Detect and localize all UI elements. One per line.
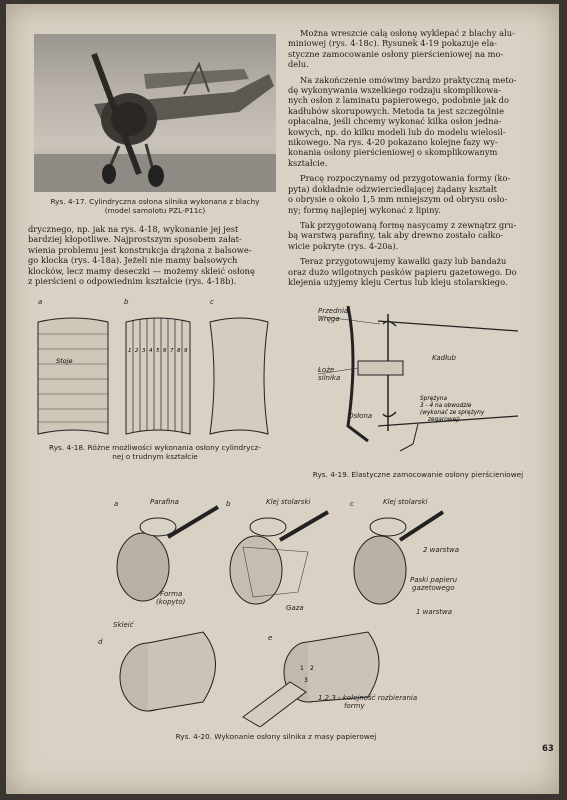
- label-oslona: Osłona: [348, 412, 373, 420]
- ring-number: 1: [128, 348, 132, 354]
- label-warstwa-2: 2 warstwa: [423, 546, 459, 554]
- text-line: kształcie.: [288, 157, 328, 168]
- text-line: bardziej kłopotliwe. Najprostszym sposobem załat-: [28, 234, 242, 245]
- text-line: kowych, np. do kilku modeli lub do modelu wielosil-: [288, 126, 506, 137]
- fig-label-c: c: [210, 298, 214, 306]
- right-column-text: [288, 28, 542, 287]
- text-line: ny; formę najlepiej wykonać z lipiny.: [288, 204, 441, 215]
- text-line: nych osłon z laminatu papierowego, podobnie jak do: [288, 95, 509, 106]
- text-line: o obrysie o około 1,5 mm mniejszym od obrysu osło-: [288, 194, 508, 205]
- label-warstwa-1: 1 warstwa: [416, 608, 452, 616]
- text-line: delu.: [288, 59, 309, 70]
- text-line: Teraz przygotowujemy kawałki gazy lub bandażu: [300, 256, 507, 267]
- text-line: oraz dużo wilgotnych pasków papieru gazetowego. Do: [288, 266, 517, 277]
- stoje-label: Stoje: [56, 357, 73, 365]
- label-parafina: Parafina: [150, 498, 179, 506]
- ring-number: 8: [177, 348, 181, 354]
- fig-4-19-drawing: [288, 296, 542, 466]
- label-sprezyna: Sprężyna: [420, 396, 448, 402]
- caption-line: (model samolotu PZL-P11c): [104, 206, 206, 215]
- label-kolejnosc: 1,2,3 - kolejność rozbierania: [318, 694, 418, 702]
- text-line: dę wykonywania wszelkiego rodzaju skomplikowa-: [288, 85, 501, 96]
- text-line: miniowej (rys. 4-18c). Rysunek 4-19 pokazuje ela-: [288, 38, 497, 49]
- text-line: opłacalna, jeśli chcemy wykonać kilka osłon jedna-: [288, 116, 502, 127]
- label-gazetowego: gazetowego: [412, 584, 455, 592]
- ring-number: 5: [156, 348, 160, 354]
- fig-4-18-caption: [28, 443, 282, 461]
- text-line: pyta) dokładnie odzwierciedlającej żądany kształt: [288, 183, 497, 194]
- label-num-3: 3: [304, 677, 308, 684]
- label-przednia: Przednia: [318, 307, 349, 315]
- fig-4-18-drawing: [28, 294, 282, 444]
- text-line: klocków, lecz mamy deseczki — możemy skleić osłonę: [28, 265, 255, 276]
- page-number: 63: [542, 744, 554, 754]
- text-line: styczne zamocowanie osłony pierścieniowej na mo-: [288, 48, 504, 59]
- text-line: wienia problemu jest konstrukcja drążona z balsowe-: [28, 244, 252, 255]
- label-paski: Paski papieru: [410, 576, 458, 584]
- fig20-label-c: c: [350, 500, 354, 508]
- fig-4-20-drawing: [28, 492, 538, 727]
- label-kadlub: Kadłub: [432, 354, 456, 362]
- text-line: z pierścieni o odpowiednim kształcie (rys. 4-18b).: [28, 276, 237, 287]
- label-sprezyna-2: 3 - 4 na obwodzie: [420, 403, 472, 409]
- caption-line: nej o trudnym kształcie: [112, 452, 198, 461]
- label-silnika: silnika: [318, 374, 341, 382]
- fig20-label-d: d: [98, 638, 103, 646]
- label-kopyto: (kopyto): [156, 598, 186, 606]
- label-formy: formy: [344, 702, 365, 710]
- text-line: klejenia użyjemy kleju Certus lub kleju stolarskiego.: [288, 276, 508, 287]
- label-num-2: 2: [310, 665, 314, 672]
- label-klej-2: Klej stolarski: [383, 498, 428, 506]
- text-line: Tak przygotowaną formę nasycamy z zewnątrz gru-: [300, 219, 517, 230]
- book-page: [6, 4, 559, 794]
- fig20-label-b: b: [226, 500, 231, 508]
- fig-4-20-caption: Rys. 4-20. Wykonanie osłony silnika z masy papierowej: [175, 732, 377, 741]
- ring-number: 7: [170, 348, 174, 354]
- label-skleic: Skleić: [113, 621, 134, 629]
- text-line: drycznego, np. jak na rys. 4-18, wykonanie jej jest: [28, 224, 239, 234]
- fig-label-a: a: [38, 298, 43, 306]
- label-loze: Łoże: [318, 366, 335, 374]
- label-gaza: Gaza: [286, 604, 304, 612]
- fig20-label-e: e: [268, 634, 273, 642]
- airplane-photo: [34, 34, 276, 192]
- label-forma: Forma: [160, 590, 183, 598]
- text-line: bą warstwą parafiny, tak aby drewno zostało całko-: [288, 230, 504, 241]
- label-klej-1: Klej stolarski: [266, 498, 311, 506]
- text-line: go klocka (rys. 4-18a). Jeżeli nie mamy balsowych: [28, 255, 238, 266]
- caption-line: Rys. 4-18. Różne możliwości wykonania osłony cylindrycz-: [49, 443, 261, 452]
- label-sprezyna-4: zegarowej): [428, 417, 460, 423]
- airplane-illustration: [34, 34, 276, 192]
- text-line: Pracę rozpoczynamy od przygotowania formy (ko-: [300, 173, 511, 184]
- label-num-1: 1: [300, 665, 304, 672]
- ring-number: 3: [142, 348, 146, 354]
- text-line: Na zakończenie omówimy bardzo praktyczną meto-: [300, 74, 517, 85]
- ring-number: 4: [149, 348, 153, 354]
- label-sprezyna-3: (wykonać ze sprężyny: [420, 410, 485, 416]
- left-column-text: [28, 224, 282, 286]
- fig-label-b: b: [124, 298, 129, 306]
- text-line: Można wreszcie całą osłonę wyklepać z blachy alu-: [300, 28, 515, 38]
- fig20-label-a: a: [114, 500, 119, 508]
- text-line: nikowego. Na rys. 4-20 pokazano kolejne fazy wy-: [288, 137, 498, 148]
- fig-4-17-caption: [28, 197, 282, 215]
- ring-number: 2: [135, 348, 139, 354]
- text-line: konania osłony pierścieniowej o skomplikowanym: [288, 147, 498, 158]
- label-wrega: wręga: [318, 315, 340, 323]
- ring-number: 9: [184, 348, 188, 354]
- text-line: wicie pokryte (rys. 4-20a).: [288, 240, 399, 251]
- text-line: kadłubów skorupowych. Metoda ta jest szczególnie: [288, 105, 504, 116]
- fig-4-19-caption: Rys. 4-19. Elastyczne zamocowanie osłony pierścieniowej: [312, 470, 524, 479]
- ring-number: 6: [163, 348, 167, 354]
- caption-line: Rys. 4-17. Cylindryczna osłona silnika wykonana z blachy: [50, 197, 260, 206]
